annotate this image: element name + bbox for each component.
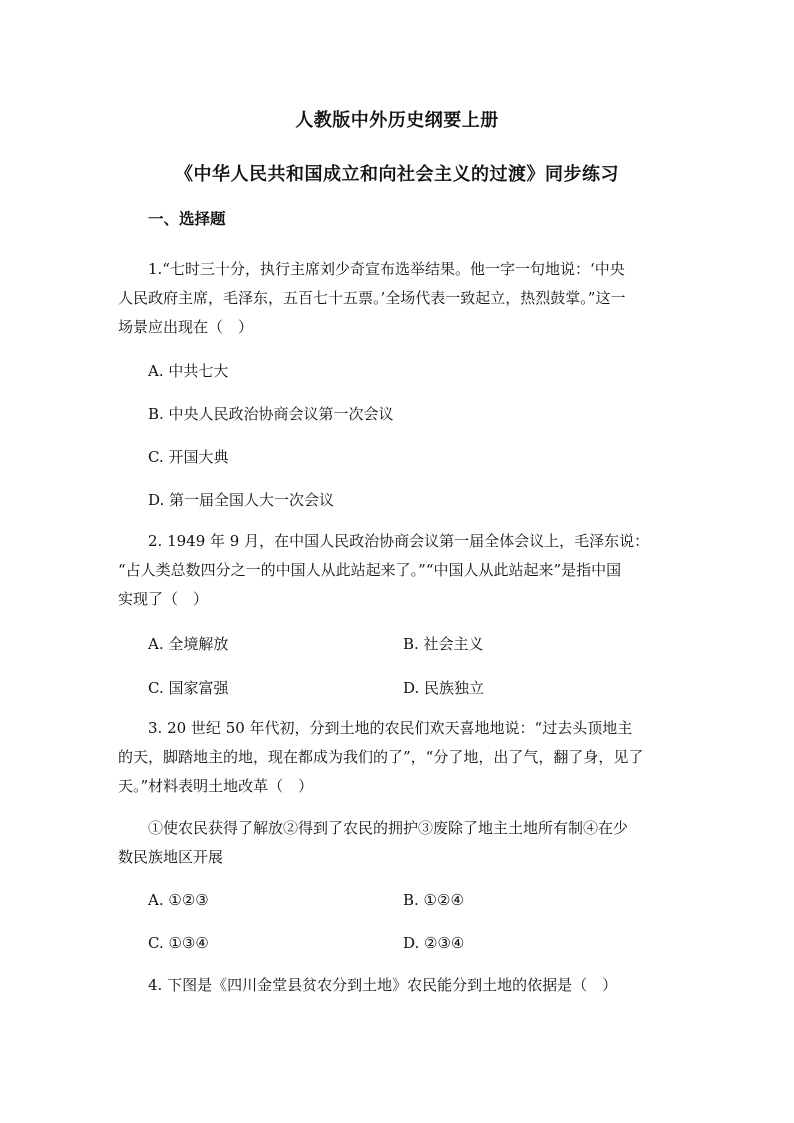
question-2-option-a: A. 全境解放 — [148, 635, 229, 653]
question-3-option-b: B. ①②④ — [403, 891, 464, 909]
question-line: 实现了（ ） — [118, 590, 209, 608]
question-line: 3. 20 世纪 50 年代初，分到土地的农民们欢天喜地地说：“过去头顶地主 — [148, 719, 633, 737]
question-2-option-b: B. 社会主义 — [403, 635, 484, 653]
question-1-stem — [118, 255, 678, 342]
question-line: 的天，脚踏地主的地，现在都成为我们的了”，“分了地，出了气，翻了身，见了 — [118, 748, 644, 766]
question-2-option-d: D. 民族独立 — [403, 679, 485, 697]
question-line: 2. 1949 年 9 月，在中国人民政治协商会议第一届全体会议上，毛泽东说： — [148, 532, 650, 550]
question-1-option-d: D. 第一届全国人大一次会议 — [148, 491, 335, 509]
question-2-stem — [118, 527, 678, 614]
question-3-option-c: C. ①③④ — [148, 934, 209, 952]
question-3-statements — [118, 814, 678, 872]
question-line: 1.“七时三十分，执行主席刘少奇宣布选举结果。他一字一句地说：‘中央 — [148, 260, 625, 278]
question-line: 人民政府主席，毛泽东，五百七十五票。’全场代表一致起立，热烈鼓掌。”这一 — [118, 289, 626, 307]
question-3-option-a: A. ①②③ — [148, 891, 209, 909]
question-2-option-c: C. 国家富强 — [148, 679, 229, 697]
question-1-option-a: A. 中共七大 — [148, 362, 229, 380]
question-line: “占人类总数四分之一的中国人从此站起来了。”“中国人从此站起来”是指中国 — [118, 561, 622, 579]
document-subtitle: 《中华人民共和国成立和向社会主义的过渡》同步练习 — [175, 164, 619, 185]
question-1-option-c: C. 开国大典 — [148, 448, 229, 466]
question-3-stem — [118, 714, 678, 801]
section-heading: 一、选择题 — [148, 209, 226, 228]
question-line: 场景应出现在（ ） — [118, 318, 254, 336]
question-1-option-b: B. 中央人民政治协商会议第一次会议 — [148, 405, 394, 423]
statement-line: ①使农民获得了解放②得到了农民的拥护③废除了地主土地所有制④在少 — [148, 819, 629, 837]
question-line: 天。”材料表明土地改革（ ） — [118, 777, 314, 795]
question-3-option-d: D. ②③④ — [403, 934, 465, 952]
statement-line: 数民族地区开展 — [118, 848, 224, 866]
question-4-stem — [118, 971, 678, 1000]
question-line: 4. 下图是《四川金堂县贫农分到土地》农民能分到土地的依据是（ ） — [148, 976, 618, 994]
document-title: 人教版中外历史纲要上册 — [295, 110, 499, 131]
